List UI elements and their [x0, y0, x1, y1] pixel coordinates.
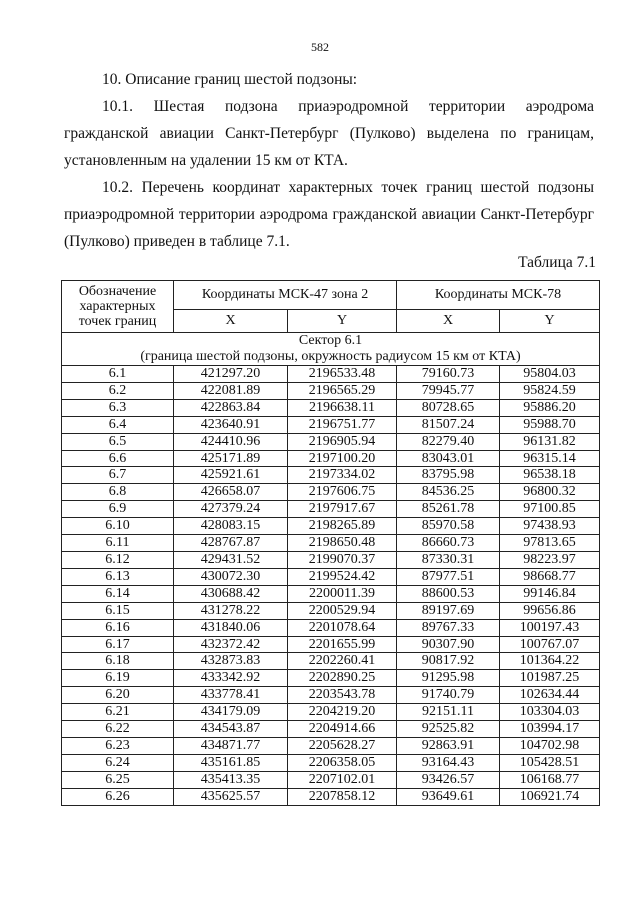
table-row — [62, 653, 600, 670]
sector-title: Сектор 6.1 — [298, 333, 363, 348]
table-row — [62, 585, 600, 602]
table-row — [62, 535, 600, 552]
cell-msk47-x: 425921.61 — [174, 467, 288, 484]
table-row — [62, 518, 600, 535]
cell-msk47-y: 2196638.11 — [288, 399, 397, 416]
cell-msk47-y: 2207858.12 — [288, 788, 397, 805]
header-designation: Обозначение характерных точек границ — [62, 281, 174, 333]
cell-point-id: 6.9 — [62, 501, 174, 518]
cell-point-id: 6.21 — [62, 704, 174, 721]
cell-msk78-x: 79160.73 — [397, 366, 500, 383]
cell-msk78-y: 96800.32 — [500, 484, 600, 501]
cell-msk78-y: 101987.25 — [500, 670, 600, 687]
table-row — [62, 433, 600, 450]
cell-msk47-y: 2196905.94 — [288, 433, 397, 450]
cell-msk47-x: 434871.77 — [174, 737, 288, 754]
header-msk78-y: Y — [500, 310, 600, 333]
cell-point-id: 6.18 — [62, 653, 174, 670]
cell-msk47-y: 2206358.05 — [288, 754, 397, 771]
cell-msk78-x: 91295.98 — [397, 670, 500, 687]
cell-msk78-y: 98668.77 — [500, 568, 600, 585]
cell-msk47-x: 431840.06 — [174, 619, 288, 636]
cell-msk78-x: 93649.61 — [397, 788, 500, 805]
cell-msk78-x: 92863.91 — [397, 737, 500, 754]
cell-point-id: 6.14 — [62, 585, 174, 602]
cell-msk78-y: 97813.65 — [500, 535, 600, 552]
cell-msk47-y: 2196751.77 — [288, 416, 397, 433]
table-row — [62, 467, 600, 484]
cell-msk78-y: 102634.44 — [500, 687, 600, 704]
sector-subtitle: (граница шестой подзоны, окружность радиусом 15 км от КТА) — [140, 349, 521, 364]
cell-msk78-x: 91740.79 — [397, 687, 500, 704]
cell-msk47-x: 422081.89 — [174, 382, 288, 399]
table-row — [62, 788, 600, 805]
table-row — [62, 551, 600, 568]
cell-msk47-x: 435161.85 — [174, 754, 288, 771]
header-msk78-x: X — [397, 310, 500, 333]
cell-msk47-x: 434543.87 — [174, 721, 288, 738]
cell-point-id: 6.24 — [62, 754, 174, 771]
cell-msk47-x: 432372.42 — [174, 636, 288, 653]
cell-msk47-y: 2204219.20 — [288, 704, 397, 721]
cell-msk78-y: 104702.98 — [500, 737, 600, 754]
cell-msk78-x: 89197.69 — [397, 602, 500, 619]
cell-msk47-x: 429431.52 — [174, 551, 288, 568]
table-row — [62, 737, 600, 754]
cell-msk47-x: 422863.84 — [174, 399, 288, 416]
cell-point-id: 6.6 — [62, 450, 174, 467]
table-row — [62, 670, 600, 687]
header-msk78: Координаты МСК-78 — [397, 281, 600, 310]
cell-msk47-y: 2200011.39 — [288, 585, 397, 602]
cell-msk78-y: 101364.22 — [500, 653, 600, 670]
paragraph-2: 10.2. Перечень координат характерных точек границ шестой подзоны приаэродромной территории аэродрома гражданской авиации Санкт-Петербург (Пулково) приведен в таблице 7.1. — [64, 179, 594, 250]
cell-msk47-y: 2198650.48 — [288, 535, 397, 552]
cell-msk78-x: 85970.58 — [397, 518, 500, 535]
cell-msk78-x: 92151.11 — [397, 704, 500, 721]
cell-point-id: 6.2 — [62, 382, 174, 399]
cell-point-id: 6.20 — [62, 687, 174, 704]
cell-msk47-x: 425171.89 — [174, 450, 288, 467]
cell-msk78-y: 96538.18 — [500, 467, 600, 484]
cell-msk47-x: 424410.96 — [174, 433, 288, 450]
table-row — [62, 754, 600, 771]
cell-msk47-y: 2196565.29 — [288, 382, 397, 399]
cell-msk47-x: 421297.20 — [174, 366, 288, 383]
table-row — [62, 721, 600, 738]
cell-msk78-y: 106921.74 — [500, 788, 600, 805]
cell-msk47-y: 2197606.75 — [288, 484, 397, 501]
paragraph-1: 10.1. Шестая подзона приаэродромной территории аэродрома гражданской авиации Санкт-Петербург (Пулково) выделена по границам, установленным на удалении 15 км от КТА. — [64, 98, 594, 169]
cell-msk78-x: 83795.98 — [397, 467, 500, 484]
cell-msk47-y: 2199070.37 — [288, 551, 397, 568]
cell-msk78-x: 92525.82 — [397, 721, 500, 738]
header-msk47-x: X — [174, 310, 288, 333]
cell-msk78-x: 82279.40 — [397, 433, 500, 450]
cell-msk47-y: 2201655.99 — [288, 636, 397, 653]
cell-msk78-x: 84536.25 — [397, 484, 500, 501]
cell-msk78-x: 86660.73 — [397, 535, 500, 552]
cell-point-id: 6.19 — [62, 670, 174, 687]
table-row — [62, 399, 600, 416]
cell-msk78-y: 95804.03 — [500, 366, 600, 383]
table-row — [62, 501, 600, 518]
cell-msk47-x: 433342.92 — [174, 670, 288, 687]
cell-msk78-y: 103304.03 — [500, 704, 600, 721]
cell-msk78-y: 105428.51 — [500, 754, 600, 771]
cell-msk47-y: 2197100.20 — [288, 450, 397, 467]
table-row — [62, 704, 600, 721]
cell-msk47-y: 2196533.48 — [288, 366, 397, 383]
table-row — [62, 382, 600, 399]
table-row — [62, 568, 600, 585]
cell-msk78-x: 83043.01 — [397, 450, 500, 467]
cell-msk47-x: 435413.35 — [174, 771, 288, 788]
table-caption: Таблица 7.1 — [518, 254, 596, 271]
cell-point-id: 6.25 — [62, 771, 174, 788]
table-row — [62, 416, 600, 433]
cell-msk78-x: 81507.24 — [397, 416, 500, 433]
cell-msk78-y: 99146.84 — [500, 585, 600, 602]
table-row — [62, 771, 600, 788]
cell-msk47-x: 430072.30 — [174, 568, 288, 585]
cell-msk78-y: 95824.59 — [500, 382, 600, 399]
cell-msk47-y: 2198265.89 — [288, 518, 397, 535]
cell-msk78-y: 98223.97 — [500, 551, 600, 568]
cell-msk78-x: 80728.65 — [397, 399, 500, 416]
cell-point-id: 6.1 — [62, 366, 174, 383]
cell-point-id: 6.10 — [62, 518, 174, 535]
cell-msk78-x: 79945.77 — [397, 382, 500, 399]
table-row — [62, 366, 600, 383]
cell-msk47-x: 426658.07 — [174, 484, 288, 501]
table-row — [62, 687, 600, 704]
cell-msk78-y: 100197.43 — [500, 619, 600, 636]
cell-msk47-x: 428767.87 — [174, 535, 288, 552]
section-heading: 10. Описание границ шестой подзоны: — [102, 71, 358, 88]
cell-point-id: 6.17 — [62, 636, 174, 653]
table-row — [62, 619, 600, 636]
cell-msk78-x: 90307.90 — [397, 636, 500, 653]
cell-msk78-y: 106168.77 — [500, 771, 600, 788]
cell-msk78-y: 99656.86 — [500, 602, 600, 619]
cell-msk47-y: 2202890.25 — [288, 670, 397, 687]
cell-point-id: 6.11 — [62, 535, 174, 552]
cell-msk78-y: 95886.20 — [500, 399, 600, 416]
cell-msk78-x: 93426.57 — [397, 771, 500, 788]
cell-msk78-x: 85261.78 — [397, 501, 500, 518]
cell-point-id: 6.23 — [62, 737, 174, 754]
cell-msk47-x: 433778.41 — [174, 687, 288, 704]
page-number: 582 — [311, 40, 329, 54]
cell-msk47-x: 428083.15 — [174, 518, 288, 535]
cell-point-id: 6.22 — [62, 721, 174, 738]
cell-msk78-x: 93164.43 — [397, 754, 500, 771]
cell-msk47-x: 434179.09 — [174, 704, 288, 721]
cell-point-id: 6.12 — [62, 551, 174, 568]
cell-msk47-x: 432873.83 — [174, 653, 288, 670]
cell-point-id: 6.26 — [62, 788, 174, 805]
cell-msk47-y: 2200529.94 — [288, 602, 397, 619]
cell-msk78-x: 89767.33 — [397, 619, 500, 636]
cell-point-id: 6.4 — [62, 416, 174, 433]
cell-msk47-y: 2199524.42 — [288, 568, 397, 585]
cell-msk78-y: 103994.17 — [500, 721, 600, 738]
cell-msk78-y: 97438.93 — [500, 518, 600, 535]
cell-msk78-x: 87977.51 — [397, 568, 500, 585]
cell-msk47-y: 2203543.78 — [288, 687, 397, 704]
cell-msk78-x: 90817.92 — [397, 653, 500, 670]
cell-msk47-x: 435625.57 — [174, 788, 288, 805]
cell-msk47-y: 2205628.27 — [288, 737, 397, 754]
cell-point-id: 6.7 — [62, 467, 174, 484]
cell-msk78-x: 88600.53 — [397, 585, 500, 602]
cell-point-id: 6.5 — [62, 433, 174, 450]
cell-msk78-y: 96315.14 — [500, 450, 600, 467]
sector-row — [62, 333, 600, 366]
cell-msk47-y: 2197334.02 — [288, 467, 397, 484]
cell-msk47-x: 431278.22 — [174, 602, 288, 619]
header-msk47-y: Y — [288, 310, 397, 333]
cell-msk47-y: 2201078.64 — [288, 619, 397, 636]
cell-msk78-y: 96131.82 — [500, 433, 600, 450]
cell-msk78-y: 97100.85 — [500, 501, 600, 518]
cell-msk47-x: 427379.24 — [174, 501, 288, 518]
cell-msk47-y: 2202260.41 — [288, 653, 397, 670]
cell-point-id: 6.3 — [62, 399, 174, 416]
cell-msk78-y: 100767.07 — [500, 636, 600, 653]
header-msk47: Координаты МСК-47 зона 2 — [174, 281, 397, 310]
cell-point-id: 6.15 — [62, 602, 174, 619]
cell-msk47-y: 2197917.67 — [288, 501, 397, 518]
cell-msk78-x: 87330.31 — [397, 551, 500, 568]
table-row — [62, 484, 600, 501]
coordinates-table — [61, 280, 600, 806]
cell-point-id: 6.13 — [62, 568, 174, 585]
cell-msk47-x: 423640.91 — [174, 416, 288, 433]
cell-msk47-y: 2204914.66 — [288, 721, 397, 738]
table-row — [62, 602, 600, 619]
cell-point-id: 6.8 — [62, 484, 174, 501]
cell-msk47-x: 430688.42 — [174, 585, 288, 602]
table-row — [62, 636, 600, 653]
table-row — [62, 450, 600, 467]
cell-msk47-y: 2207102.01 — [288, 771, 397, 788]
cell-point-id: 6.16 — [62, 619, 174, 636]
cell-msk78-y: 95988.70 — [500, 416, 600, 433]
